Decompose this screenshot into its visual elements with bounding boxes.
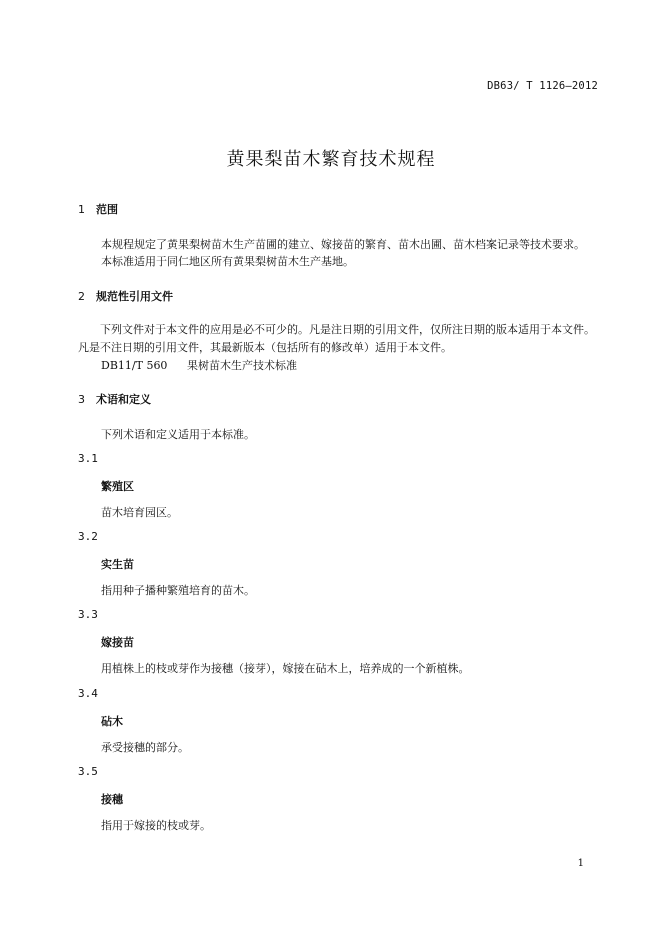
- section-number: 3: [78, 393, 85, 406]
- term-definition: 指用种子播种繁殖培育的苗木。: [101, 584, 255, 597]
- term-number: 3.4: [78, 687, 98, 700]
- section-number: 2: [78, 290, 85, 303]
- section-1-paragraph-1: 本规程规定了黄果梨树苗木生产苗圃的建立、嫁接苗的繁育、苗木出圃、苗木档案记录等技术要求。: [101, 238, 585, 251]
- reference-title: 果树苗木生产技术标准: [187, 359, 297, 372]
- term-number: 3.3: [78, 608, 98, 621]
- section-1-paragraph-2: 本标准适用于同仁地区所有黄果梨树苗木生产基地。: [101, 255, 354, 268]
- section-title: 术语和定义: [96, 393, 151, 406]
- section-2-heading: [78, 288, 173, 304]
- reference-code: DB11/T 560: [101, 359, 168, 372]
- term-definition: 用植株上的枝或芽作为接穗（接芽），嫁接在砧木上，培养成的一个新植株。: [101, 662, 470, 675]
- section-title: 范围: [96, 203, 118, 216]
- term-number: 3.1: [78, 452, 98, 465]
- term-definition: 指用于嫁接的枝或芽。: [101, 819, 211, 832]
- section-2-paragraph: 下列文件对于本文件的应用是必不可少的。凡是注日期的引用文件，仅所注日期的版本适用于本文件。凡是不注日期的引用文件，其最新版本（包括所有的修改单）适用于本文件。: [78, 323, 595, 354]
- term-name: 繁殖区: [101, 480, 134, 493]
- document-title: 黄果梨苗木繁育技术规程: [226, 149, 436, 170]
- standard-code: DB63/ T 1126—2012: [487, 80, 598, 92]
- term-number: 3.5: [78, 765, 98, 778]
- section-3-heading: [78, 391, 151, 407]
- term-name: 砧木: [101, 715, 123, 728]
- page-number: 1: [577, 858, 584, 869]
- section-3-intro: 下列术语和定义适用于本标准。: [101, 428, 255, 441]
- term-name: 接穗: [101, 793, 123, 806]
- section-title: 规范性引用文件: [96, 290, 173, 303]
- term-name: 嫁接苗: [101, 636, 134, 649]
- section-1-heading: [78, 201, 118, 217]
- section-number: 1: [78, 203, 85, 216]
- term-number: 3.2: [78, 530, 98, 543]
- term-definition: 苗木培育园区。: [101, 506, 178, 519]
- normative-reference: [101, 357, 297, 373]
- term-name: 实生苗: [101, 558, 134, 571]
- term-definition: 承受接穗的部分。: [101, 741, 189, 754]
